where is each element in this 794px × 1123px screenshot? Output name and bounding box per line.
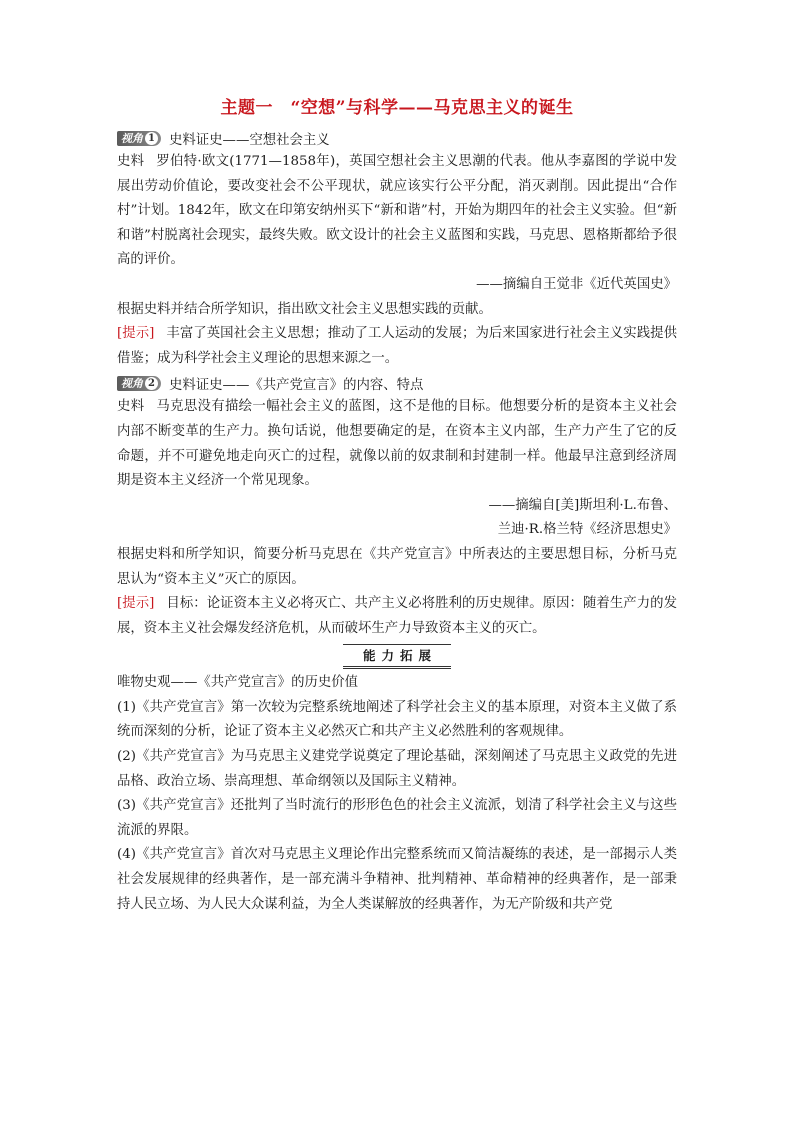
angle-1-hint-label: [提示] bbox=[117, 326, 155, 342]
angle-2-source-label: 史料 bbox=[117, 399, 145, 415]
angle-2-header bbox=[117, 371, 677, 395]
angle-2-badge bbox=[117, 376, 161, 391]
angle-1-badge-text: 视角 bbox=[121, 132, 143, 145]
angle-2-citation-line-1: ——摘编自[美]斯坦利·L.布鲁、 bbox=[488, 497, 677, 513]
page-title: 主题一 “空想”与科学——马克思主义的诞生 bbox=[220, 98, 574, 118]
angle-1-source bbox=[117, 150, 677, 273]
angle-1-hint-text: 丰富了英国社会主义思想；推动了工人运动的发展；为后来国家进行社会主义实践提供借鉴；成为科学社会主义理论的思想来源之一。 bbox=[117, 326, 677, 366]
angle-2-hint-label: [提示] bbox=[117, 596, 155, 612]
angle-2-hint bbox=[117, 592, 677, 641]
extension-item-4: (4)《共产党宣言》首次对马克思主义理论作出完整系统而又简洁凝练的表述，是一部揭示人类社会发展规律的经典著作，是一部充满斗争精神、批判精神、革命精神的经典著作，是一部秉持人民立场、为人民大众谋利益，为全人类谋解放的经典著作，为无产阶级和共产党 bbox=[117, 847, 677, 912]
angle-2-question: 根据史料和所学知识，简要分析马克思在《共产党宣言》中所表达的主要思想目标，分析马克思认为“资本主义”灭亡的原因。 bbox=[117, 546, 677, 587]
angle-2-source bbox=[117, 395, 677, 493]
angle-1-heading: 史料证史——空想社会主义 bbox=[169, 132, 330, 148]
angle-2-badge-text: 视角 bbox=[121, 377, 143, 391]
angle-1-badge bbox=[117, 131, 161, 146]
document-page bbox=[117, 96, 677, 917]
angle-2-badge-number: 2 bbox=[145, 377, 158, 390]
angle-2-hint-text: 目标：论证资本主义必将灭亡、共产主义必将胜利的历史规律。原因：随着生产力的发展，资本主义社会爆发经济危机，从而破坏生产力导致资本主义的灭亡。 bbox=[117, 596, 677, 636]
angle-2-source-text: 马克思没有描绘一幅社会主义的蓝图，这不是他的目标。他想要分析的是资本主义社会内部不断变革的生产力。换句话说，他想要确定的是，在资本主义内部，生产力产生了它的反命题，并不可避免地走向灭亡的过程，就像以前的奴隶制和封建制一样。他最早注意到经济周期是资本主义经济一个常见现象。 bbox=[117, 399, 678, 489]
angle-1-citation: ——摘编自王觉非《近代英国史》 bbox=[476, 276, 677, 292]
extension-item-1: (1)《共产党宣言》第一次较为完整系统地阐述了科学社会主义的基本原理，对资本主义做了系统而深刻的分析，论证了资本主义必然灭亡和共产主义必然胜利的客观规律。 bbox=[117, 699, 677, 740]
extension-item-2: (2)《共产党宣言》为马克思主义建党学说奠定了理论基础，深刻阐述了马克思主义政党的先进品格、政治立场、崇高理想、革命纲领以及国际主义精神。 bbox=[117, 749, 677, 789]
angle-1-source-label: 史料 bbox=[117, 154, 145, 169]
angle-1-source-text: 罗伯特·欧文(1771—1858年)，英国空想社会主义思潮的代表。他从李嘉图的学说中发展出劳动价值论，要改变社会不公平现状，就应该实行公平分配，消灭剥削。因此提出“合作村”计划。1842年，欧文在印第安纳州买下“新和谐”村，开始为期四年的社会主义实验。但“新和谐”村脱离社会现实，最终失败。欧文设计的社会主义蓝图和实践，马克思、恩格斯都给予很高的评价。 bbox=[117, 154, 678, 268]
extension-banner bbox=[117, 641, 677, 671]
extension-label: 能力拓展 bbox=[343, 644, 451, 669]
angle-1-badge-number: 1 bbox=[145, 132, 158, 145]
extension-heading: 唯物史观——《共产党宣言》的历史价值 bbox=[117, 675, 359, 691]
angle-1-question: 根据史料并结合所学知识，指出欧文社会主义思想实践的贡献。 bbox=[117, 301, 492, 317]
angle-1-hint bbox=[117, 322, 677, 371]
angle-2-heading: 史料证史——《共产党宣言》的内容、特点 bbox=[169, 377, 424, 393]
angle-1-header bbox=[117, 126, 677, 150]
extension-item-3: (3)《共产党宣言》还批判了当时流行的形形色色的社会主义流派，划清了科学社会主义与这些流派的界限。 bbox=[117, 798, 677, 838]
angle-2-citation-line-2: 兰迪·R.格兰特《经济思想史》 bbox=[497, 522, 677, 538]
